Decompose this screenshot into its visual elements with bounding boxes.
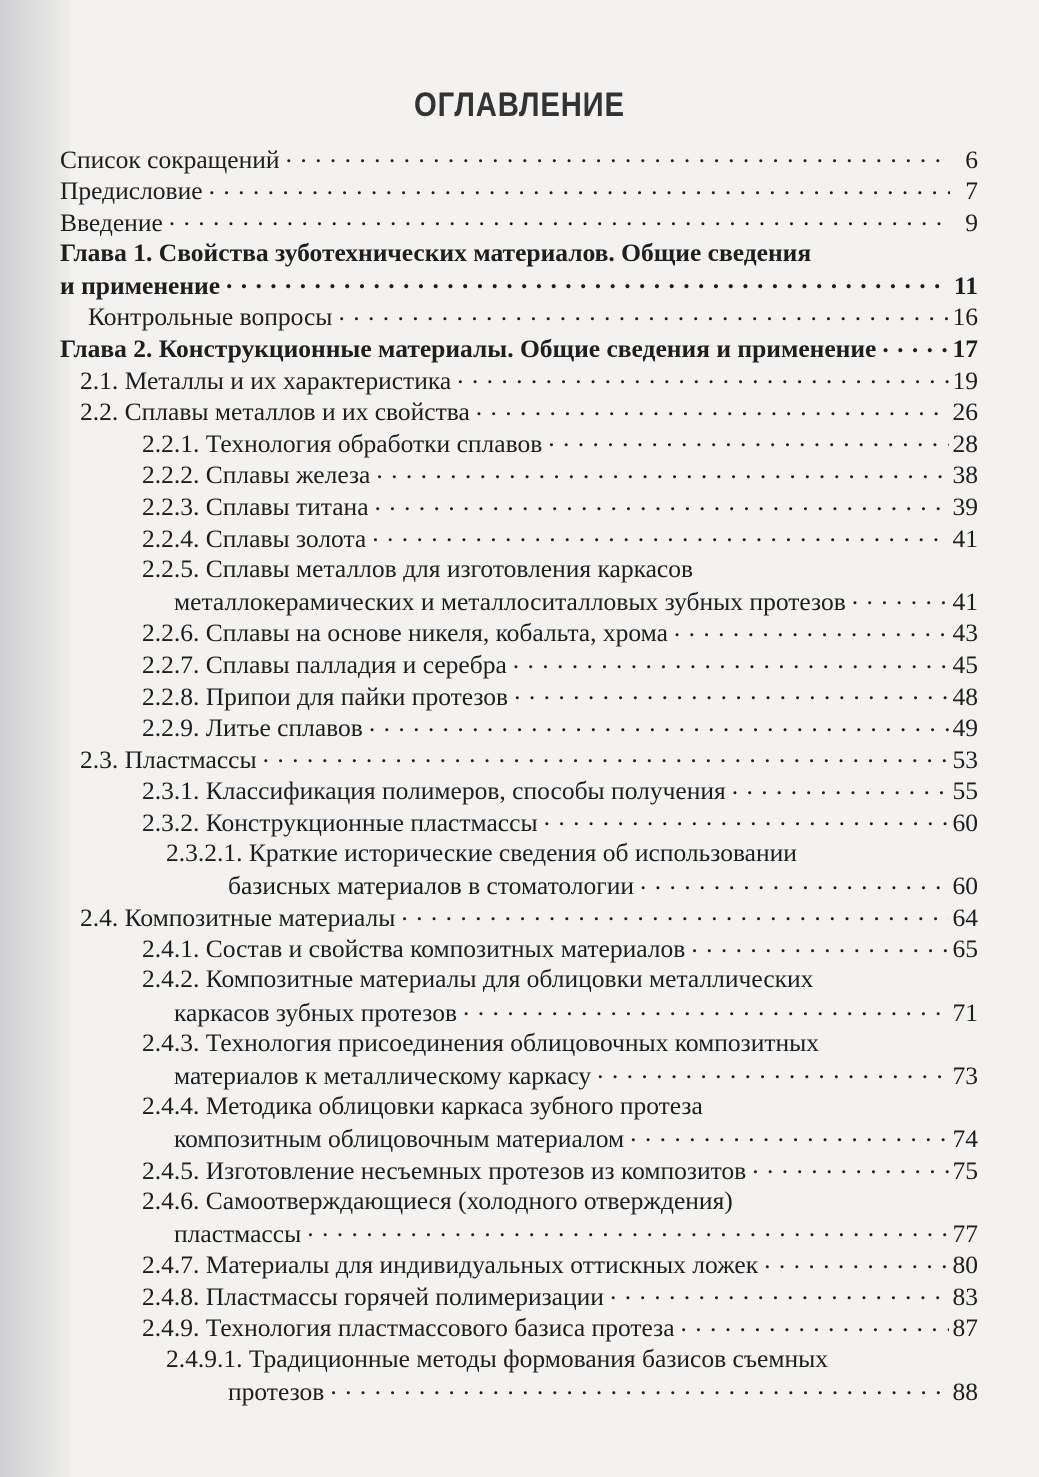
toc-entry[interactable] [60,742,978,774]
toc-entry-page: 16 [952,302,978,332]
toc-entry-page: 64 [952,902,978,932]
toc-entry[interactable] [60,490,978,522]
toc-entry[interactable] [60,174,978,206]
toc-entry-text: 2.4.3. Технология присоединения облицовочных композитных [142,1027,820,1057]
toc-entry[interactable] [60,205,978,237]
toc-entry-page: 7 [965,176,978,206]
toc-entry[interactable] [60,553,978,585]
toc-entry[interactable] [60,363,978,395]
toc-entry-text: 2.3.1. Классификация полимеров, способы получения [142,776,726,806]
toc-entry-text: Глава 1. Свойства зуботехнических материалов. Общие сведения [60,237,812,267]
toc-entry-text: 2.4.2. Композитные материалы для облицовки металлических [142,964,814,994]
toc-entry-text: 2.3.2.1. Краткие исторические сведения об использовании [166,838,797,868]
toc-entry-text: 2.2.7. Сплавы палладия и серебра [142,650,507,679]
toc-entry-text: 2.2.1. Технология обработки сплавов [142,428,543,458]
toc-entry-text: 2.4.1. Состав и свойства композитных материалов [142,934,686,964]
toc-entry[interactable] [60,1058,978,1090]
toc-entry[interactable] [60,142,978,174]
toc-entry-text: 2.2.8. Припои для пайки протезов [142,681,509,711]
toc-entry-page: 45 [952,650,978,679]
toc-entry-text: базисных материалов в стоматологии [228,871,635,901]
toc-entry-page: 83 [952,1281,978,1311]
toc-entry-text: 2.4.5. Изготовление несъемных протезов из композитов [142,1155,747,1185]
toc-entry-text: протезов [228,1376,325,1406]
toc-entry[interactable] [60,268,978,300]
toc-entry-text: материалов к металлическому каркасу [174,1060,592,1090]
toc-entry-page: 75 [952,1155,978,1185]
toc-entry-page: 80 [952,1250,978,1280]
toc-entry-text: 2.1. Металлы и их характеристика [80,365,452,395]
toc-entry-text: 2.2.3. Сплавы титана [142,492,369,522]
toc-entry-text: 2.2.9. Литье сплавов [142,713,363,743]
toc-entry[interactable] [60,805,978,837]
toc-entry-text: 2.2.4. Сплавы золота [142,523,367,553]
toc-entry-page: 60 [952,871,978,901]
toc-entry-page: 41 [952,523,978,553]
toc-entry-text: металлокерамических и металлоситалловых зубных протезов [174,586,846,616]
toc-entry-page: 53 [952,744,978,774]
toc-entry[interactable] [60,584,978,616]
toc-entry-text: 2.4. Композитные материалы [80,902,396,932]
toc-entry[interactable] [60,1311,978,1343]
toc-entry[interactable] [60,395,978,427]
toc-entry-page: 11 [953,270,978,300]
toc-entry-text: 2.2.6. Сплавы на основе никеля, кобальта, хрома [142,618,668,648]
toc-entry[interactable] [60,995,978,1027]
toc-entry-text: Предисловие [60,176,203,206]
toc-entry-page: 73 [952,1060,978,1090]
toc-entry[interactable] [60,837,978,869]
toc-entry[interactable] [60,1279,978,1311]
toc-entry-page: 87 [952,1313,978,1343]
toc-entry[interactable] [60,679,978,711]
toc-entry-page: 6 [965,144,978,174]
page-title: ОГЛАВЛЕНИЕ [414,86,625,124]
toc-entry-text: 2.4.4. Методика облицовки каркаса зубного протеза [142,1090,703,1120]
toc-entry[interactable] [60,1216,978,1248]
toc-entry-page: 41 [952,586,978,616]
toc-entry-page: 71 [952,997,978,1027]
toc-entry-text: 2.4.6. Самоотверждающиеся (холодного отверждения) [142,1185,733,1215]
toc-entry-page: 17 [952,334,978,364]
toc-entry-page: 28 [952,428,978,458]
toc-entry[interactable] [60,869,978,901]
toc-entry-text: 2.2.2. Сплавы железа [142,460,371,490]
toc-entry[interactable] [60,648,978,680]
toc-entry-text: 2.4.9. Технология пластмассового базиса протеза [142,1313,675,1343]
toc-entry[interactable] [60,1090,978,1122]
toc-entry-text: 2.4.9.1. Традиционные методы формования базисов съемных [166,1343,829,1373]
toc-entry[interactable] [60,1153,978,1185]
toc-entry-text: пластмассы [174,1218,302,1248]
toc-entry[interactable] [60,900,978,932]
toc-entry-text: 2.2. Сплавы металлов и их свойства [80,397,470,427]
toc-entry-page: 49 [952,713,978,743]
toc-entry[interactable] [60,1027,978,1059]
toc-entry-text: 2.2.5. Сплавы металлов для изготовления каркасов [142,553,694,583]
toc-entry[interactable] [60,932,978,964]
table-of-contents [60,142,978,1406]
toc-entry[interactable] [60,1185,978,1217]
toc-entry[interactable] [60,1374,978,1406]
toc-entry[interactable] [60,521,978,553]
toc-entry-text: 2.4.8. Пластмассы горячей полимеризации [142,1281,604,1311]
toc-entry-page: 48 [952,681,978,711]
toc-entry-text: Глава 2. Конструкционные материалы. Общие сведения и применение [60,334,877,364]
toc-entry-text: Контрольные вопросы [88,302,333,332]
toc-entry-page: 55 [952,776,978,806]
toc-entry-text: Список сокращений [60,144,280,174]
toc-entry[interactable] [60,1248,978,1280]
toc-entry-page: 26 [952,397,978,427]
toc-entry-page: 74 [952,1123,978,1153]
toc-entry-text: 2.3. Пластмассы [80,744,257,774]
toc-entry[interactable] [60,774,978,806]
toc-entry-page: 43 [952,618,978,648]
toc-entry[interactable] [60,426,978,458]
toc-entry-text: и применение [60,270,221,300]
toc-entry-text: 2.3.2. Конструкционные пластмассы [142,807,538,837]
toc-entry-text: композитным облицовочным материалом [174,1123,625,1153]
toc-entry-page: 39 [952,492,978,522]
toc-entry[interactable] [60,963,978,995]
toc-entry-page: 9 [965,207,978,237]
toc-entry-text: Введение [60,207,163,237]
toc-entry-page: 88 [952,1376,978,1406]
toc-entry[interactable] [60,1343,978,1375]
toc-entry-page: 77 [952,1218,978,1248]
toc-entry-page: 60 [952,807,978,837]
toc-entry-text: каркасов зубных протезов [174,997,458,1027]
toc-entry[interactable] [60,458,978,490]
toc-entry[interactable] [60,1121,978,1153]
toc-entry-page: 19 [952,365,978,395]
toc-entry-page: 38 [952,460,978,490]
toc-chapter-heading[interactable] [60,332,978,364]
toc-chapter-heading[interactable] [60,237,978,269]
toc-entry-page: 65 [952,934,978,964]
toc-entry[interactable] [60,300,978,332]
toc-entry[interactable] [60,711,978,743]
toc-entry[interactable] [60,616,978,648]
toc-entry-text: 2.4.7. Материалы для индивидуальных оттискных ложек [142,1250,759,1280]
